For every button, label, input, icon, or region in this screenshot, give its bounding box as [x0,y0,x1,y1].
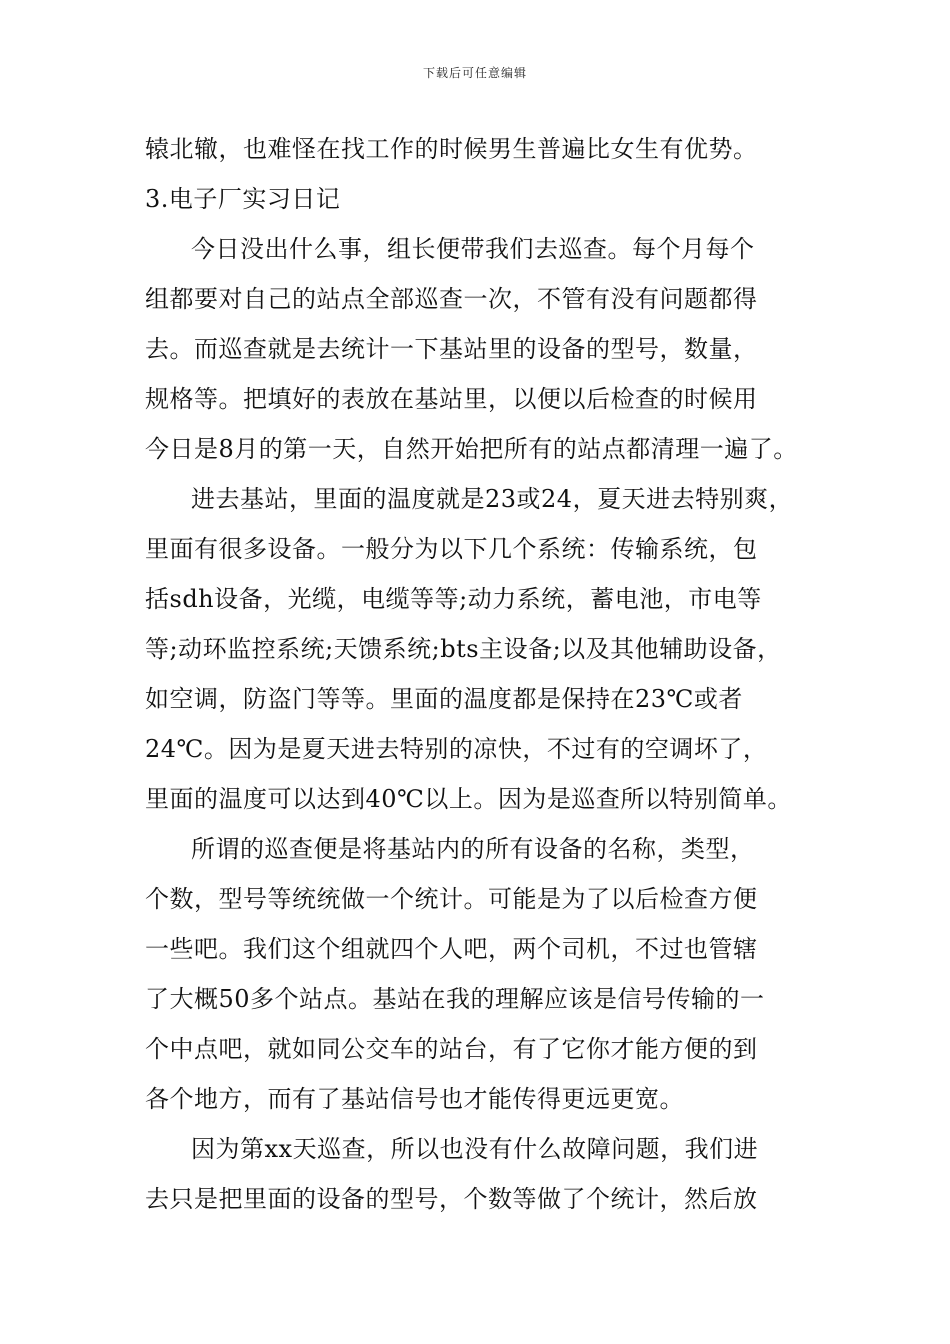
text-line: 一些吧。我们这个组就四个人吧，两个司机，不过也管辖 [145,935,758,963]
text-line: 今日是8月的第一天，自然开始把所有的站点都清理一遍了。 [145,435,798,463]
text-line: 等;动环监控系统;天馈系统;bts主设备;以及其他辅助设备， [145,635,782,663]
text-line: 了大概50多个站点。基站在我的理解应该是信号传输的一 [145,985,765,1013]
text-line: 各个地方，而有了基站信号也才能传得更远更宽。 [145,1085,684,1113]
text-line: 去只是把里面的设备的型号，个数等做了个统计，然后放 [145,1185,758,1213]
text-line: 今日没出什么事，组长便带我们去巡查。每个月每个 [191,235,755,263]
text-line: 个数，型号等统统做一个统计。可能是为了以后检查方便 [145,885,758,913]
text-line: 如空调，防盗门等等。里面的温度都是保持在23℃或者 [145,685,743,713]
text-line: 组都要对自己的站点全部巡查一次，不管有没有问题都得 [145,285,758,313]
page-header: 下载后可任意编辑 [422,66,527,80]
document-body [145,124,825,1224]
text-line: 规格等。把填好的表放在基站里，以便以后检查的时候用 [145,385,758,413]
text-line: 里面有很多设备。一般分为以下几个系统：传输系统，包 [145,535,758,563]
text-line: 因为第xx天巡查，所以也没有什么故障问题，我们进 [191,1135,759,1163]
text-line: 里面的温度可以达到40℃以上。因为是巡查所以特别简单。 [145,785,792,813]
text-line: 去。而巡查就是去统计一下基站里的设备的型号，数量， [145,335,758,363]
text-line: 括sdh设备，光缆，电缆等等;动力系统，蓄电池，市电等 [145,585,762,613]
text-line: 24℃。因为是夏天进去特别的凉快，不过有的空调坏了， [145,735,768,763]
text-line: 辕北辙，也难怪在找工作的时候男生普遍比女生有优势。 [145,135,758,163]
text-line: 进去基站，里面的温度就是23或24，夏天进去特别爽， [191,485,794,513]
text-line: 个中点吧，就如同公交车的站台，有了它你才能方便的到 [145,1035,758,1063]
text-line: 所谓的巡查便是将基站内的所有设备的名称，类型， [191,835,755,863]
section-heading: 3.电子厂实习日记 [145,185,341,213]
